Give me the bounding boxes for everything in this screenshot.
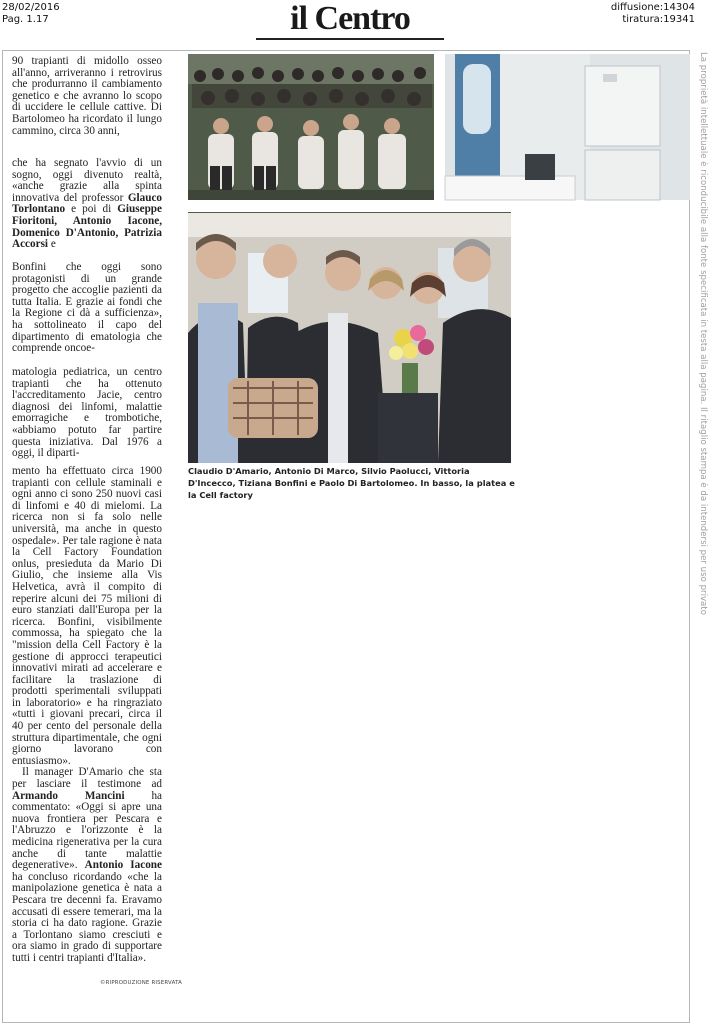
- person-name: Antonio Iacone: [84, 859, 162, 872]
- paragraph-text: e: [48, 238, 56, 251]
- paragraph-text: ha concluso ricordando «che la manipolazione genetica è nata a Pescara tre decenni fa. Eravamo accusati di essere temerari, ma la storia ci ha dato ragione. Grazie a Torlontano siamo cresciuti e ora siamo in grado di supportare tutti i centri trapianti d'Italia».: [12, 870, 162, 964]
- lab-illustration: [445, 54, 690, 200]
- circulation-diffusione: diffusione:14304: [610, 2, 695, 13]
- paragraph-text: 90 trapianti di midollo osseo all'anno, arriveranno i retrovirus che produrranno il cambiamento genetico e che avranno lo scopo di uccidere le cellule cattive. Di Bartolomeo ha ricordato il lungo cammino, circa 30 anni,: [12, 55, 162, 137]
- reproduction-credit: ©RIPRODUZIONE RISERVATA: [100, 980, 183, 986]
- person-names: Giuseppe Fioritoni, Antonio Iacone, Domenico D'Antonio, Patrizia Accorsi: [12, 203, 162, 251]
- copyright-notice: La proprietà intellettuale è riconducibile alla fonte specificata in testa alla pagina. Il ritaglio stampa è da intendersi per uso privato: [698, 52, 708, 615]
- paragraph-text: che ha segnato l'avvio di un sogno, oggi divenuto realtà, «anche grazie alla spinta innovativa del professor: [12, 157, 162, 204]
- article-paragraph-5: [12, 466, 162, 965]
- paragraph-text: e poi di: [65, 203, 118, 216]
- article-paragraph-4: [12, 367, 162, 460]
- article-paragraph-1: [12, 56, 162, 137]
- group-photo: [188, 212, 511, 463]
- paragraph-text: ha commentato: «Oggi si apre una nuova frontiera per Pescara e l'Abruzzo e l'orizzonte è la medicina rigenerativa per la cura anche di tante malattie degenerative».: [12, 789, 162, 872]
- paragraph-text: Bonfini che oggi sono protagonisti di un grande progetto che accoglie pazienti da tutta Italia. E grazie ai fondi che la Regione ci dà a sufficienza», ha sottolineato il capo del dipartimento di ematologia che comprende oncoe-: [12, 261, 162, 355]
- person-name: Armando Mancini: [12, 789, 125, 802]
- group-illustration: [188, 213, 511, 463]
- article-paragraph-3: [12, 262, 162, 355]
- page-header-left: [2, 2, 60, 26]
- page-header-right: [611, 2, 695, 26]
- paragraph-text: mento ha effettuato circa 1900 trapianti con cellule staminali e ogni anno ci sono 250 nuovi casi di linfomi e 40 di mielomi. La ricerca non si fa solo nelle università, ma anche in questo ospedale». Per tale ragione è nata la Cell Factory Foundation onlus, presieduta da Mario Di Giulio, che insieme alla Vis Helvetica, avrà il compito di reperire alcuni dei 75 milioni di euro stanziati dall'Europa per la ricerca. Bonfini, visibilmente commossa, ha spiegato che la "mission della Cell Factory è la gestione di approcci terapeutici innovativi mirati ad accelerare e facilitare la traslazione di prodotti sperimentali sviluppati in laboratorio» e ha ringraziato «tutti i giovani precari, circa il 40 per cento del personale della struttura dipartimentale, che ogni giorno lavorano con entusiasmo».: [12, 465, 162, 767]
- circulation-tiratura: tiratura:19341: [622, 14, 695, 25]
- audience-photo: [188, 54, 434, 200]
- page-number: Pag. 1.17: [2, 14, 49, 25]
- article-paragraph-2: [12, 158, 162, 251]
- paragraph-text: Il manager D'Amario che sta per lasciare il testimone ad: [12, 766, 162, 791]
- person-name: Glauco Torlontano: [12, 191, 162, 216]
- publication-date: 28/02/2016: [2, 2, 60, 13]
- paragraph-text: matologia pediatrica, un centro trapianti che ha ottenuto l'accreditamento Jacie, centro diagnosi dei linfomi, malattie emorragiche e trombotiche, «abbiamo potuto far partire questa iniziativa. Dal 1976 a oggi, il diparti-: [12, 366, 162, 460]
- audience-illustration: [188, 54, 434, 200]
- cell-factory-photo: [445, 54, 690, 200]
- photo-caption: Claudio D'Amario, Antonio Di Marco, Silvio Paolucci, Vittoria D'Incecco, Tiziana Bonfini e Paolo Di Bartolomeo. In basso, la platea e la Cell factory: [188, 466, 515, 501]
- newspaper-masthead: il Centro: [256, 0, 444, 40]
